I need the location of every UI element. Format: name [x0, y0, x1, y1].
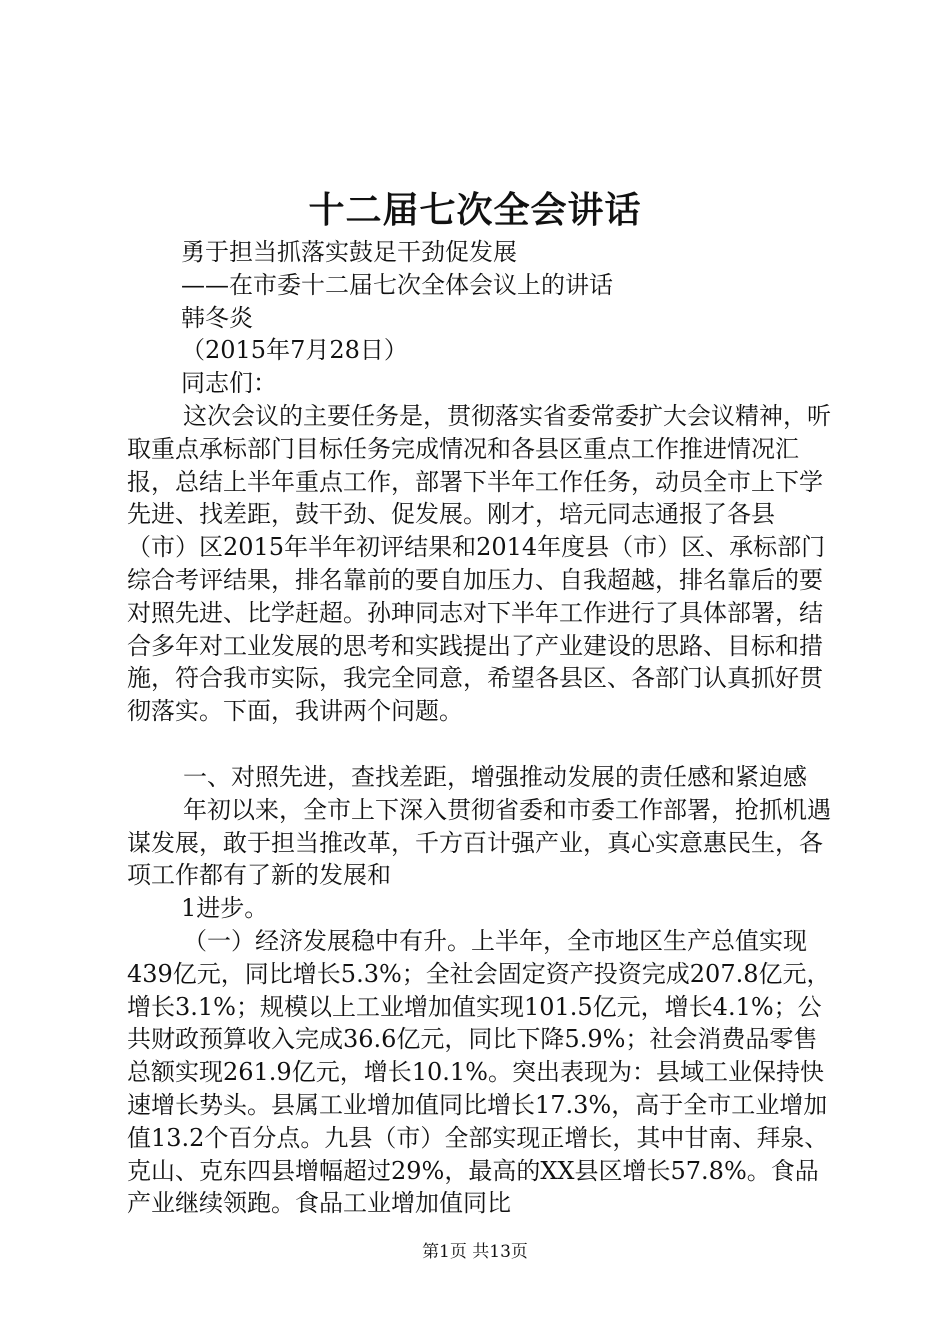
- section-heading: 一、对照先进，查找差距，增强推动发展的责任感和紧迫感: [183, 762, 807, 791]
- paragraph: 1进步。: [181, 894, 269, 923]
- salutation: 同志们：: [181, 369, 277, 398]
- paragraph-spacer: [127, 728, 832, 761]
- speech-author: 韩冬炎: [181, 303, 253, 332]
- paragraph: （一）经济发展稳中有升。上半年，全市地区生产总值实现439亿元，同比增长5.3%；全社会固定资产投资完成207.8亿元，增长3.1%；规模以上工业增加值实现101.5亿元，增长4.1%；公共财政预算收入完成36.6亿元，同比下降5.9%；社会消费品零售总额实现261.9亿元，增长10.1%。突出表现为：县域工业保持快速增长势头。县属工业增加值同比增长17.3%，高于全市工业增加值13.2个百分点。九县（市）全部实现正增长，其中甘南、拜泉、克山、克东四县增幅超过29%，最高的XX县区增长57.8%。食品产业继续领跑。食品工业增加值同比: [127, 926, 831, 1218]
- paragraph: 年初以来，全市上下深入贯彻省委和市委工作部署，抢抓机遇谋发展，敢于担当推改革，千方百计强产业，真心实意惠民生，各项工作都有了新的发展和: [127, 795, 831, 890]
- speech-occasion: ——在市委十二届七次全体会议上的讲话: [181, 270, 613, 299]
- speech-date: （2015年7月28日）: [181, 336, 408, 365]
- paragraph: 这次会议的主要任务是，贯彻落实省委常委扩大会议精神，听取重点承标部门目标任务完成情况和各县区重点工作推进情况汇报，总结上半年重点工作，部署下半年工作任务，动员全市上下学先进、找差距，鼓干劲、促发展。刚才，培元同志通报了各县（市）区2015年半年初评结果和2014年度县（市）区、承标部门综合考评结果，排名靠前的要自加压力、自我超越，排名靠后的要对照先进、比学赶超。孙珅同志对下半年工作进行了具体部署，结合多年对工业发展的思考和实践提出了产业建设的思路、目标和措施，符合我市实际，我完全同意，希望各县区、各部门认真抓好贯彻落实。下面，我讲两个问题。: [127, 401, 831, 726]
- document-title: 十二届七次全会讲话: [308, 189, 642, 231]
- document-body: [127, 236, 832, 1220]
- speech-subtitle: 勇于担当抓落实鼓足干劲促发展: [181, 238, 517, 266]
- page-footer: 第1页 共13页: [422, 1242, 528, 1262]
